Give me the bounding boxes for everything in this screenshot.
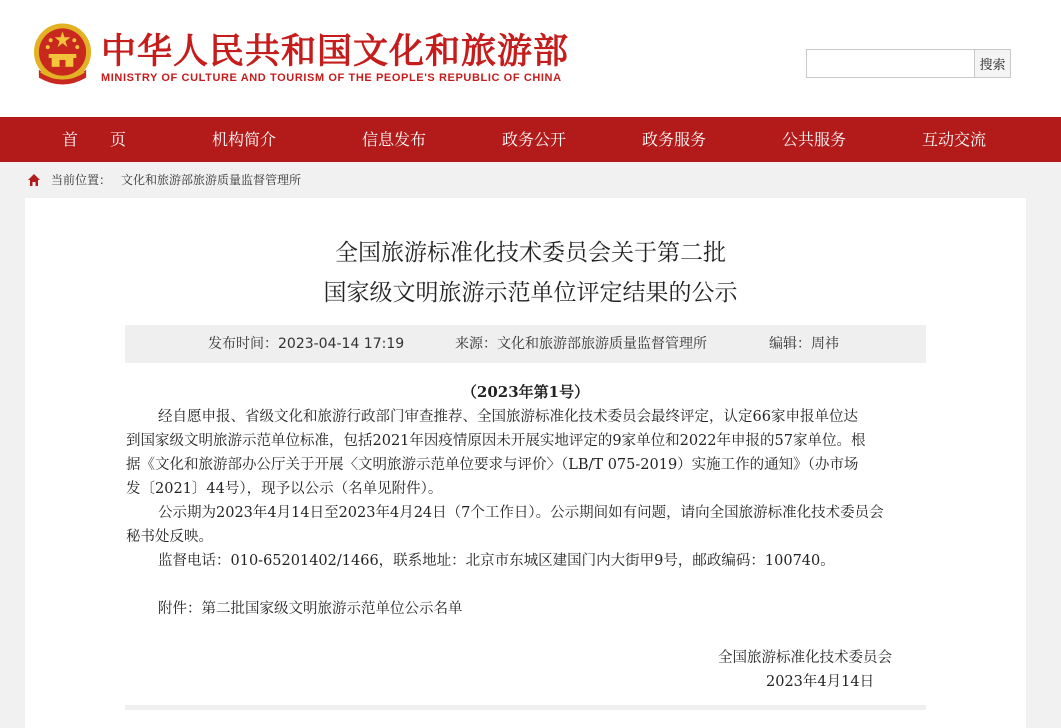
search-input[interactable] — [806, 49, 975, 78]
body-paragraph-line: 公示期为2023年4月14日至2023年4月24日（7个工作日）。公示期间如有问题，请向全国旅游标准化技术委员会 — [158, 505, 884, 521]
search-button[interactable]: 搜索 — [974, 49, 1011, 78]
publish-time: 发布时间：2023-04-14 17:19 — [208, 336, 405, 352]
body-paragraph-line: 据《文化和旅游部办公厅关于开展〈文明旅游示范单位要求与评价〉（LB/T 075-2019）实施工作的通知》（办市场 — [126, 457, 859, 473]
body-paragraph-line: 监督电话：010-65201402/1466，联系地址：北京市东城区建国门内大街甲9号，邮政编码：100740。 — [158, 553, 835, 569]
body-paragraph-line: 经自愿申报、省级文化和旅游行政部门审查推荐、全国旅游标准化技术委员会最终评定，认定66家申报单位达 — [158, 409, 858, 425]
footer-bar — [125, 705, 926, 710]
site-title: 中华人民共和国文化和旅游部 — [101, 32, 570, 72]
article-title-line1: 全国旅游标准化技术委员会关于第二批 — [335, 240, 726, 266]
body-paragraph-line: 发〔2021〕44号），现予以公示（名单见附件）。 — [126, 481, 443, 497]
nav-item-public-services[interactable]: 公共服务 — [782, 130, 847, 149]
body-paragraph-line: 到国家级文明旅游示范单位标准，包括2021年因疫情原因未开展实地评定的9家单位和2022年申报的57家单位。根 — [126, 433, 866, 449]
nav-item-home[interactable]: 首 页 — [62, 130, 127, 149]
national-emblem-icon — [31, 22, 94, 88]
nav-item-interaction[interactable]: 互动交流 — [922, 130, 987, 149]
article-editor: 编辑：周祎 — [769, 336, 839, 352]
body-paragraph-line: 秘书处反映。 — [126, 529, 213, 545]
nav-item-about[interactable]: 机构简介 — [212, 130, 277, 149]
nav-item-government-services[interactable]: 政务服务 — [642, 130, 707, 149]
attachment-line[interactable]: 附件：第二批国家级文明旅游示范单位公示名单 — [158, 601, 463, 617]
home-icon — [27, 173, 41, 187]
breadcrumb-label: 当前位置： — [51, 173, 112, 187]
breadcrumb-link[interactable]: 文化和旅游部旅游质量监督管理所 — [121, 173, 302, 187]
article-title-line2: 国家级文明旅游示范单位评定结果的公示 — [323, 280, 738, 306]
signature-date: 2023年4月14日 — [766, 674, 875, 690]
document-number: （2023年第1号） — [461, 383, 590, 401]
nav-item-news[interactable]: 信息发布 — [362, 130, 427, 149]
article-meta — [125, 325, 926, 363]
article-source: 来源：文化和旅游部旅游质量监督管理所 — [455, 336, 707, 352]
site-subtitle: MINISTRY OF CULTURE AND TOURISM OF THE PEOPLE'S REPUBLIC OF CHINA — [101, 72, 562, 84]
main-nav — [0, 117, 1061, 162]
site-header — [0, 0, 1061, 117]
nav-item-government-affairs[interactable]: 政务公开 — [502, 130, 567, 149]
signature: 全国旅游标准化技术委员会 — [718, 650, 892, 666]
